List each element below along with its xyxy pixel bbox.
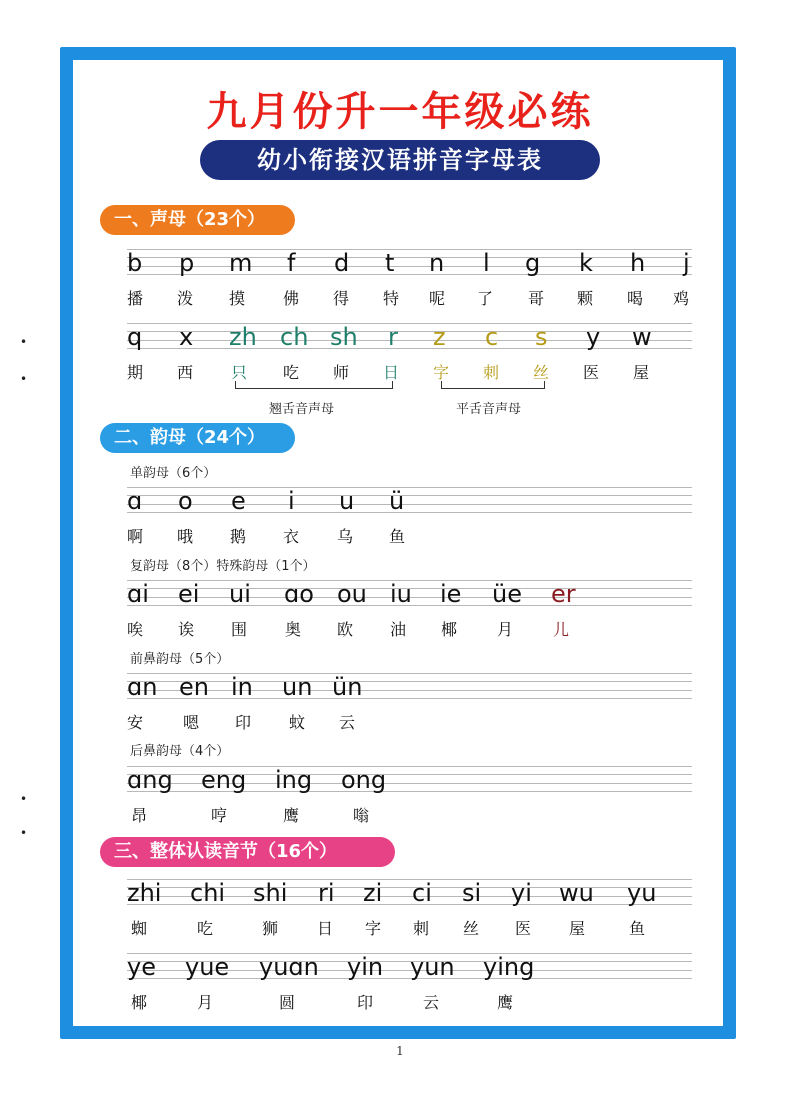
hanzi-item: 圆	[279, 993, 296, 1012]
pinyin-item: m	[229, 249, 253, 277]
hanzi-item: 椰	[131, 993, 148, 1012]
hanzi-item: 丝	[463, 919, 480, 938]
pinyin-item: ɑi	[127, 580, 149, 608]
pinyin-item: ing	[275, 766, 313, 794]
hanzi-item: 椰	[441, 620, 458, 639]
hanzi-item: 鱼	[629, 919, 646, 938]
hanzi-item: 云	[339, 713, 356, 732]
pinyin-item: ie	[440, 580, 462, 608]
pinyin-item: j	[683, 249, 690, 277]
pinyin-item: shi	[253, 879, 288, 907]
pinyin-item: x	[179, 323, 194, 351]
pinyin-item: ye	[127, 953, 156, 981]
hanzi-item: 油	[390, 620, 407, 639]
compound-finals-label: 复韵母（8个）特殊韵母（1个）	[130, 559, 316, 574]
pinyin-item: h	[630, 249, 646, 277]
pinyin-item: ou	[337, 580, 367, 608]
pinyin-item: ui	[229, 580, 251, 608]
pinyin-item: si	[462, 879, 482, 907]
hanzi-item: 鸡	[673, 289, 690, 308]
hanzi-item: 哦	[177, 527, 194, 546]
pinyin-item: l	[483, 249, 490, 277]
pinyin-item: t	[385, 249, 395, 277]
pinyin-item: y	[586, 323, 601, 351]
hanzi-item: 摸	[229, 289, 246, 308]
hanzi-item: 昂	[131, 806, 148, 825]
pinyin-item: ü	[389, 487, 405, 515]
flat-bracket	[441, 381, 545, 389]
hanzi-item: 只	[231, 363, 248, 382]
hanzi-item: 师	[333, 363, 350, 382]
scan-mark: •	[20, 335, 28, 349]
pinyin-item: yu	[627, 879, 657, 907]
hanzi-item: 鱼	[389, 527, 406, 546]
flat-label: 平舌音声母	[456, 402, 522, 417]
pinyin-item: g	[525, 249, 541, 277]
writing-lines	[127, 249, 692, 275]
pinyin-item-retroflex: ch	[280, 323, 309, 351]
hanzi-item: 泼	[177, 289, 194, 308]
pinyin-item: zi	[363, 879, 383, 907]
hanzi-item: 屋	[569, 919, 586, 938]
pinyin-item: wu	[559, 879, 594, 907]
pinyin-item-special: er	[551, 580, 576, 608]
hanzi-item: 日	[317, 919, 334, 938]
hanzi-item: 蜘	[131, 919, 148, 938]
pinyin-item: ɑn	[127, 673, 158, 701]
hanzi-item: 月	[497, 620, 514, 639]
hanzi-item: 啊	[127, 527, 144, 546]
pinyin-item-retroflex: r	[388, 323, 398, 351]
front-nasal-label: 前鼻韵母（5个）	[130, 652, 230, 667]
pinyin-item: en	[179, 673, 209, 701]
hanzi-item: 吃	[283, 363, 300, 382]
hanzi-item: 云	[423, 993, 440, 1012]
hanzi-item: 奥	[285, 620, 302, 639]
simple-finals-label: 单韵母（6个）	[130, 466, 217, 481]
hanzi-item: 特	[383, 289, 400, 308]
hanzi-item: 医	[515, 919, 532, 938]
hanzi-item: 围	[231, 620, 248, 639]
hanzi-item: 唉	[127, 620, 144, 639]
hanzi-item: 喝	[627, 289, 644, 308]
pinyin-item-flat: z	[433, 323, 446, 351]
pinyin-item: yue	[185, 953, 230, 981]
pinyin-item: ong	[341, 766, 387, 794]
pinyin-item: d	[334, 249, 350, 277]
hanzi-item: 哥	[528, 289, 545, 308]
pinyin-item: ci	[412, 879, 432, 907]
section-syllables-heading: 三、整体认读音节（16个）	[100, 837, 395, 867]
hanzi-item: 印	[235, 713, 252, 732]
writing-lines	[127, 487, 692, 513]
hanzi-item: 了	[477, 289, 494, 308]
pinyin-item: chi	[190, 879, 226, 907]
page-number: 1	[396, 1044, 404, 1058]
pinyin-item: üe	[492, 580, 522, 608]
hanzi-item: 字	[365, 919, 382, 938]
hanzi-item: 字	[433, 363, 450, 382]
hanzi-item: 蚊	[289, 713, 306, 732]
hanzi-item: 月	[197, 993, 214, 1012]
pinyin-item: ri	[318, 879, 335, 907]
hanzi-item: 播	[127, 289, 144, 308]
hanzi-item: 佛	[283, 289, 300, 308]
pinyin-item: q	[127, 323, 143, 351]
retroflex-label: 翘舌音声母	[269, 402, 335, 417]
hanzi-item: 哼	[211, 806, 228, 825]
hanzi-item: 儿	[553, 620, 570, 639]
hanzi-item: 屋	[633, 363, 650, 382]
hanzi-item: 鹅	[230, 527, 247, 546]
hanzi-item: 刺	[413, 919, 430, 938]
back-nasal-label: 后鼻韵母（4个）	[130, 744, 230, 759]
pinyin-item: u	[339, 487, 355, 515]
hanzi-item: 鹰	[497, 993, 514, 1012]
pinyin-item: yi	[511, 879, 532, 907]
pinyin-item: b	[127, 249, 143, 277]
scan-mark: •	[20, 826, 28, 840]
hanzi-item: 丝	[533, 363, 550, 382]
pinyin-item: yuɑn	[259, 953, 319, 981]
writing-lines	[127, 673, 692, 699]
pinyin-item-flat: s	[535, 323, 548, 351]
pinyin-item: ying	[483, 953, 535, 981]
pinyin-item-flat: c	[485, 323, 499, 351]
pinyin-item: iu	[390, 580, 412, 608]
page-title: 九月份升一年级必练	[206, 89, 594, 135]
pinyin-item: yin	[347, 953, 384, 981]
pinyin-item: ɑng	[127, 766, 173, 794]
writing-lines	[127, 323, 692, 349]
pinyin-item: yun	[410, 953, 455, 981]
page-subtitle: 幼小衔接汉语拼音字母表	[200, 140, 600, 180]
pinyin-item: n	[429, 249, 445, 277]
hanzi-item: 安	[127, 713, 144, 732]
pinyin-item: w	[632, 323, 652, 351]
hanzi-item: 乌	[337, 527, 354, 546]
hanzi-item: 颗	[577, 289, 594, 308]
pinyin-item: p	[179, 249, 195, 277]
retroflex-bracket	[235, 381, 393, 389]
section-initials-heading: 一、声母（23个）	[100, 205, 295, 235]
hanzi-item: 刺	[483, 363, 500, 382]
pinyin-item: in	[231, 673, 253, 701]
pinyin-item: o	[178, 487, 193, 515]
hanzi-item: 鹰	[283, 806, 300, 825]
hanzi-item: 衣	[283, 527, 300, 546]
pinyin-item: eng	[201, 766, 247, 794]
pinyin-item-retroflex: sh	[330, 323, 358, 351]
hanzi-item: 印	[357, 993, 374, 1012]
scan-mark: •	[20, 792, 28, 806]
hanzi-item: 呢	[429, 289, 446, 308]
hanzi-item: 欧	[337, 620, 354, 639]
hanzi-item: 吃	[197, 919, 214, 938]
hanzi-item: 得	[333, 289, 350, 308]
hanzi-item: 医	[583, 363, 600, 382]
pinyin-item: un	[282, 673, 313, 701]
pinyin-item: ɑo	[284, 580, 314, 608]
hanzi-item: 西	[177, 363, 194, 382]
hanzi-item: 嗡	[353, 806, 370, 825]
hanzi-item: 诶	[178, 620, 195, 639]
pinyin-item: zhi	[127, 879, 162, 907]
pinyin-item: ün	[332, 673, 363, 701]
pinyin-item-retroflex: zh	[229, 323, 257, 351]
hanzi-item: 日	[383, 363, 400, 382]
pinyin-item: f	[287, 249, 296, 277]
pinyin-item: e	[231, 487, 246, 515]
hanzi-item: 嗯	[183, 713, 200, 732]
pinyin-item: ei	[178, 580, 200, 608]
section-finals-heading: 二、韵母（24个）	[100, 423, 295, 453]
scan-mark: •	[20, 372, 28, 386]
pinyin-item: k	[579, 249, 593, 277]
pinyin-item: i	[288, 487, 295, 515]
pinyin-item: ɑ	[127, 487, 143, 515]
hanzi-item: 狮	[262, 919, 279, 938]
hanzi-item: 期	[127, 363, 144, 382]
